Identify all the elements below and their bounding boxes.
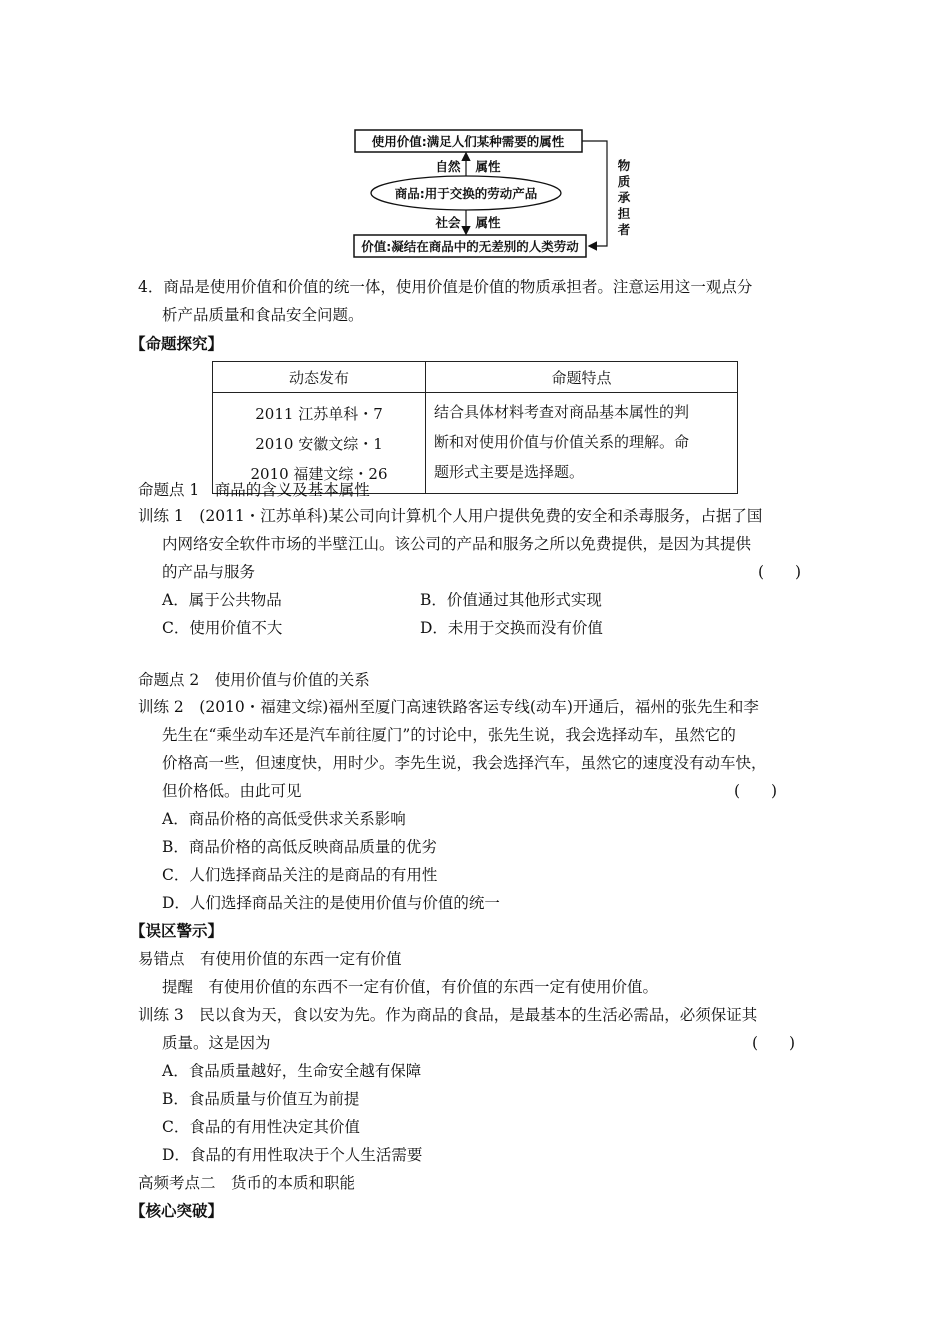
high-frequency-point-2: 高频考点二 货币的本质和职能 bbox=[138, 1174, 356, 1192]
option-a: A．食品质量越好，生命安全越有保障 bbox=[162, 1062, 422, 1080]
side-label-char: 物 bbox=[617, 158, 631, 173]
option-a: A．商品价格的高低受供求关系影响 bbox=[162, 810, 406, 828]
section-heading-wuqu: 【误区警示】 bbox=[130, 921, 224, 940]
exercise-2-line-3: 价格高一些，但速度快，用时少。李先生说，我会选择汽车，虽然它的速度没有动车快， bbox=[162, 754, 767, 772]
table-cell-features bbox=[426, 393, 738, 494]
topic-point-2: 命题点 2 使用价值与价值的关系 bbox=[138, 671, 370, 689]
feature-line: 结合具体材料考查对商品基本属性的判 bbox=[434, 403, 690, 421]
section-heading-hexin: 【核心突破】 bbox=[130, 1201, 224, 1220]
option-b: B．价值通过其他形式实现 bbox=[420, 591, 602, 609]
exam-trend-table bbox=[212, 361, 738, 494]
exercise-2-line-2: 先生在“乘坐动车还是汽车前往厦门”的讨论中，张先生说，我会选择动车，虽然它的 bbox=[162, 726, 736, 744]
exercise-3-line-1: 训练 3 民以食为天，食以安为先。作为商品的食品，是最基本的生活必需品，必须保证其 bbox=[138, 1006, 758, 1024]
natural-attr-label: 属性 bbox=[475, 159, 501, 174]
answer-paren: ( ) bbox=[758, 563, 802, 581]
feature-line: 断和对使用价值与价值关系的理解。命 bbox=[434, 433, 690, 451]
reminder: 提醒 有使用价值的东西不一定有价值，有价值的东西一定有使用价值。 bbox=[162, 978, 659, 996]
section-heading-mingti: 【命题探究】 bbox=[130, 334, 224, 353]
side-label-char: 质 bbox=[617, 174, 631, 189]
feature-line: 题形式主要是选择题。 bbox=[434, 463, 585, 481]
option-c: C．使用价值不大 bbox=[162, 619, 283, 637]
social-attr-label: 属性 bbox=[475, 215, 501, 230]
answer-paren: ( ) bbox=[734, 782, 778, 800]
material-carrier-connector bbox=[582, 141, 607, 246]
option-d: D．人们选择商品关注的是使用价值与价值的统一 bbox=[162, 894, 500, 912]
answer-paren: ( ) bbox=[752, 1034, 796, 1052]
option-d: D．未用于交换而没有价值 bbox=[420, 619, 603, 637]
source-item: 2011 江苏单科・7 bbox=[255, 405, 383, 423]
source-item: 2010 福建文综・26 bbox=[250, 465, 388, 483]
value-box-text: 价值:凝结在商品中的无差别的人类劳动 bbox=[361, 239, 579, 254]
social-label: 社会 bbox=[435, 215, 461, 230]
option-c: C．食品的有用性决定其价值 bbox=[162, 1118, 360, 1136]
source-item: 2010 安徽文综・1 bbox=[255, 435, 383, 453]
option-c: C．人们选择商品关注的是商品的有用性 bbox=[162, 866, 438, 884]
side-label-char: 承 bbox=[617, 190, 631, 205]
natural-label: 自然 bbox=[435, 159, 461, 174]
side-label-char: 者 bbox=[617, 222, 631, 237]
option-b: B．食品质量与价值互为前提 bbox=[162, 1090, 360, 1108]
exercise-2-line-4: 但价格低。由此可见 bbox=[162, 782, 302, 800]
exercise-2-line-1: 训练 2 (2010・福建文综)福州至厦门高速铁路客运专线(动车)开通后，福州的张先生和李 bbox=[138, 698, 759, 716]
commodity-concept-diagram bbox=[0, 0, 950, 270]
option-b: B．商品价格的高低反映商品质量的优劣 bbox=[162, 838, 437, 856]
use-value-box-text: 使用价值:满足人们某种需要的属性 bbox=[371, 134, 565, 149]
option-d: D．食品的有用性取决于个人生活需要 bbox=[162, 1146, 423, 1164]
point-4-line-2: 析产品质量和食品安全问题。 bbox=[162, 306, 364, 324]
option-a: A．属于公共物品 bbox=[162, 591, 282, 609]
table-header: 动态发布 bbox=[213, 362, 426, 393]
error-point: 易错点 有使用价值的东西一定有价值 bbox=[138, 950, 402, 968]
exercise-1-line-3: 的产品与服务 bbox=[162, 563, 256, 581]
commodity-ellipse-text: 商品:用于交换的劳动产品 bbox=[394, 186, 538, 201]
exercise-1-line-2: 内网络安全软件市场的半壁江山。该公司的产品和服务之所以免费提供，是因为其提供 bbox=[162, 535, 752, 553]
point-4-line-1: 4．商品是使用价值和价值的统一体，使用价值是价值的物质承担者。注意运用这一观点分 bbox=[138, 278, 753, 296]
exercise-3-line-2: 质量。这是因为 bbox=[162, 1034, 271, 1052]
exercise-1-line-1: 训练 1 (2011・江苏单科)某公司向计算机个人用户提供免费的安全和杀毒服务，占据了国 bbox=[138, 507, 763, 525]
topic-point-1: 命题点 1 商品的含义及基本属性 bbox=[138, 481, 370, 499]
table-header: 命题特点 bbox=[426, 362, 738, 393]
side-label-char: 担 bbox=[617, 206, 631, 221]
